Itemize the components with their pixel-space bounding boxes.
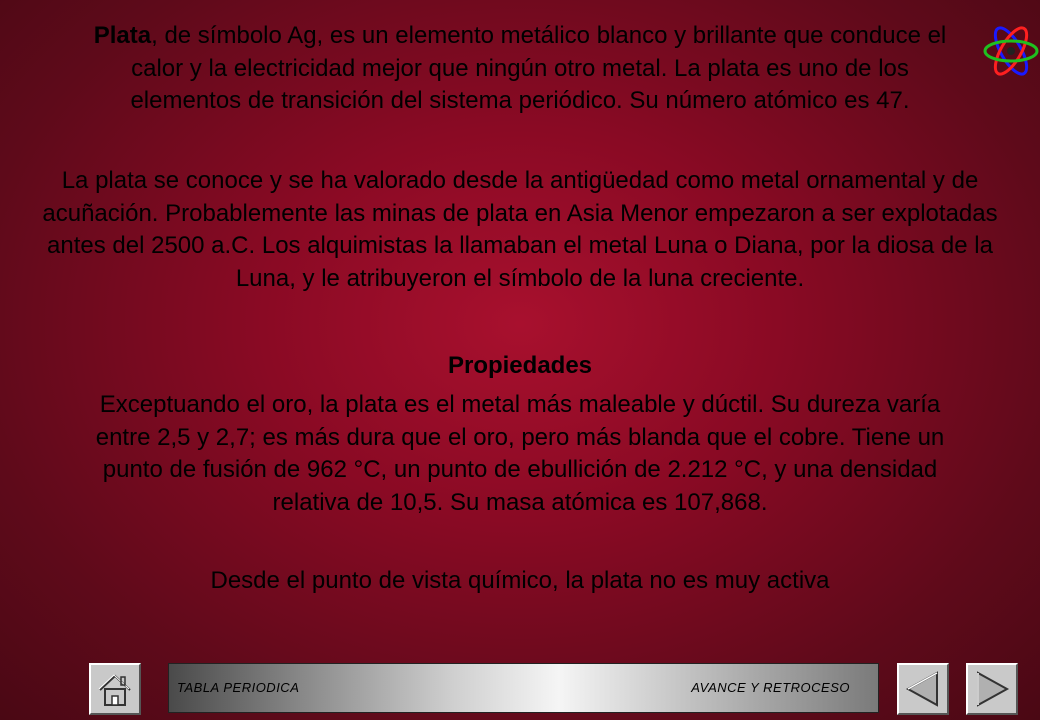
forward-button[interactable] bbox=[966, 663, 1018, 715]
intro-paragraph bbox=[90, 20, 950, 118]
properties-paragraph: Exceptuando el oro, la plata es el metal más maleable y dúctil. Su dureza varía entre 2,5 y 2,7; es más dura que el oro, pero más blanda que el cobre. Tiene un punto de fusión de 962 °C, un punto de ebullición de 2.212 °C, y una densidad relativa de 10,5. Su masa atómica es 107,868. bbox=[95, 391, 945, 516]
home-button[interactable] bbox=[89, 663, 141, 715]
atom-icon bbox=[982, 20, 1040, 82]
intro-text: , de símbolo Ag, es un elemento metálico blanco y brillante que conduce el calor y la electricidad mejor que ningún otro metal. La plata es uno de los elementos de transición del sistema periódico. Su número atómico es 47. bbox=[130, 22, 947, 114]
history-paragraph: La plata se conoce y se ha valorado desde la antigüedad como metal ornamental y de acuñación. Probablemente las minas de plata en Asia Menor empezaron a ser explotadas antes del 2500 a.C. Los alquimistas la llamaban el metal Luna o Diana, por la diosa de la Luna, y le atribuyeron el símbolo de la luna creciente. bbox=[42, 167, 998, 292]
element-name: Plata bbox=[93, 22, 152, 49]
footer-navigation-bar bbox=[168, 663, 879, 713]
properties-heading: Propiedades bbox=[447, 352, 593, 379]
chemistry-paragraph: Desde el punto de vista químico, la plata no es muy activa bbox=[210, 567, 830, 594]
forward-arrow-icon bbox=[968, 665, 1016, 713]
back-arrow-icon bbox=[899, 665, 947, 713]
home-icon bbox=[91, 665, 139, 713]
back-button[interactable] bbox=[897, 663, 949, 715]
navigation-label: AVANCE Y RETROCESO bbox=[691, 680, 850, 695]
periodic-table-label: TABLA PERIODICA bbox=[177, 680, 300, 695]
